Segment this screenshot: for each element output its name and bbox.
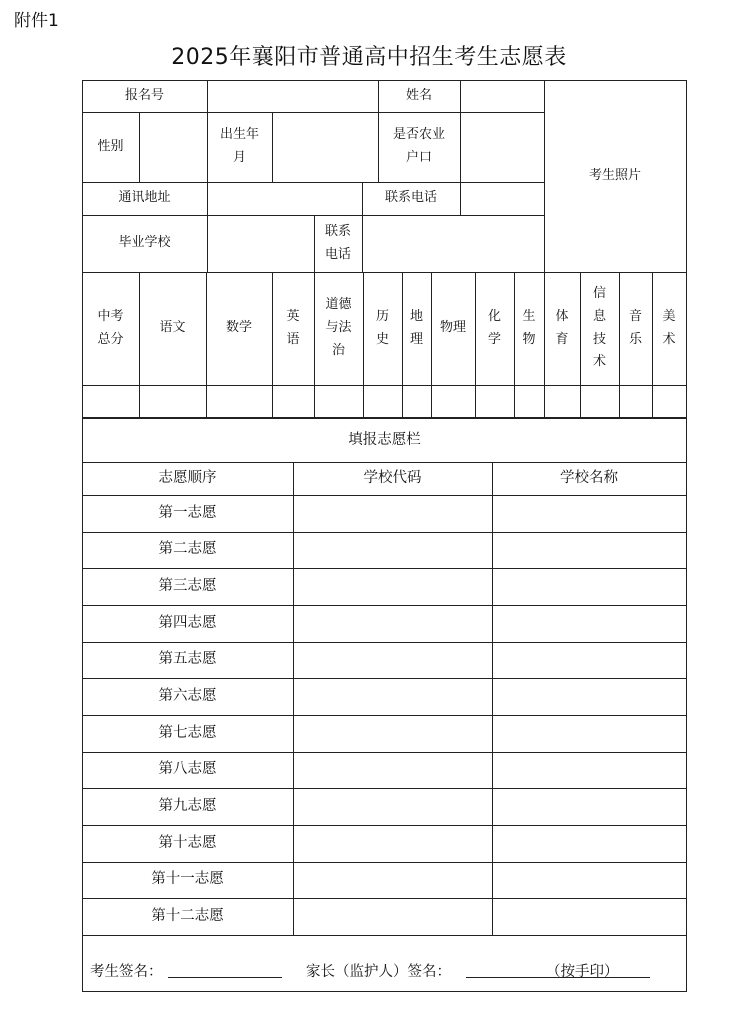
choice-label: 第十一志愿 bbox=[151, 871, 224, 888]
birth-field[interactable] bbox=[273, 112, 378, 182]
subject-header-line: 道德 bbox=[325, 297, 352, 313]
column-school-code: 学校代码 bbox=[363, 469, 422, 486]
phone-field[interactable] bbox=[461, 182, 544, 215]
birth-label bbox=[207, 112, 272, 182]
subject-header bbox=[619, 272, 652, 385]
choice-label: 第七志愿 bbox=[158, 724, 217, 741]
school-name-field[interactable] bbox=[493, 789, 686, 825]
school-name-field[interactable] bbox=[493, 533, 686, 569]
school-label: 毕业学校 bbox=[118, 235, 171, 251]
subject-header-line: 中考 bbox=[97, 308, 124, 324]
subject-score-field[interactable] bbox=[545, 386, 580, 417]
subject-header-line: 信 bbox=[592, 286, 606, 301]
subject-header-line: 史 bbox=[375, 331, 389, 347]
school-code-field[interactable] bbox=[294, 716, 492, 752]
school-name-field[interactable] bbox=[493, 643, 686, 679]
subject-header-line: 术 bbox=[662, 331, 676, 347]
subject-header bbox=[475, 272, 514, 385]
subject-score-field[interactable] bbox=[273, 386, 314, 417]
school-code-field[interactable] bbox=[294, 789, 492, 825]
section-title: 填报志愿栏 bbox=[348, 431, 421, 448]
school-phone-line1: 联系 bbox=[324, 223, 351, 239]
subject-header-line: 总分 bbox=[97, 331, 124, 347]
school-name-field[interactable] bbox=[493, 606, 686, 642]
subject-header-line: 育 bbox=[555, 331, 569, 347]
school-code-field[interactable] bbox=[294, 863, 492, 899]
school-code-field[interactable] bbox=[294, 569, 492, 605]
subject-header bbox=[652, 272, 686, 385]
subject-header-line: 语 bbox=[286, 331, 300, 347]
subject-score-field[interactable] bbox=[581, 386, 619, 417]
school-code-field[interactable] bbox=[294, 753, 492, 789]
subject-header-line: 生 bbox=[522, 308, 536, 324]
school-phone-field[interactable] bbox=[363, 215, 544, 272]
choice-label: 第九志愿 bbox=[158, 797, 217, 814]
subject-header-line: 理 bbox=[409, 331, 423, 347]
parent-signature-label: 家长（监护人）签名： bbox=[306, 964, 451, 980]
choice-label: 第二志愿 bbox=[158, 541, 217, 558]
school-phone-label bbox=[314, 215, 362, 272]
gender-label: 性别 bbox=[97, 138, 124, 154]
birth-label-line2: 月 bbox=[232, 150, 246, 165]
subject-score-field[interactable] bbox=[653, 386, 686, 417]
choice-label: 第十二志愿 bbox=[151, 907, 224, 924]
subject-score-field[interactable] bbox=[476, 386, 514, 417]
rural-hukou-field[interactable] bbox=[461, 112, 544, 182]
subject-header-line: 术 bbox=[592, 354, 606, 370]
choice-label: 第一志愿 bbox=[158, 504, 217, 521]
subject-score-field[interactable] bbox=[364, 386, 402, 417]
subject-header bbox=[82, 272, 139, 385]
subject-score-field[interactable] bbox=[403, 386, 431, 417]
fingerprint-note: （按手印） bbox=[546, 964, 619, 980]
school-code-field[interactable] bbox=[294, 533, 492, 569]
subject-header-line: 息 bbox=[592, 308, 606, 324]
choice-label: 第六志愿 bbox=[158, 687, 217, 704]
subject-header bbox=[431, 272, 475, 385]
rural-label-line2: 户口 bbox=[405, 150, 432, 165]
subject-header-line: 地 bbox=[409, 308, 423, 324]
subject-header bbox=[314, 272, 363, 385]
column-school-name: 学校名称 bbox=[560, 469, 618, 486]
subject-header bbox=[206, 272, 272, 385]
subject-header bbox=[363, 272, 402, 385]
subject-score-field[interactable] bbox=[140, 386, 206, 417]
choice-label: 第三志愿 bbox=[158, 577, 217, 594]
subject-header-line: 英 bbox=[286, 308, 300, 324]
school-code-field[interactable] bbox=[294, 899, 492, 935]
subject-header bbox=[272, 272, 314, 385]
school-code-field[interactable] bbox=[294, 606, 492, 642]
subject-header bbox=[580, 272, 619, 385]
subject-header-line: 历 bbox=[375, 308, 389, 324]
form-title: 2025年襄阳市普通高中招生考生志愿表 bbox=[171, 45, 567, 70]
gender-field[interactable] bbox=[140, 112, 207, 182]
subject-score-field[interactable] bbox=[315, 386, 363, 417]
school-code-field[interactable] bbox=[294, 826, 492, 862]
subject-header-line: 乐 bbox=[628, 331, 642, 347]
choice-label: 第五志愿 bbox=[158, 651, 217, 668]
school-name-field[interactable] bbox=[493, 899, 686, 935]
student-signature-label: 考生签名： bbox=[90, 964, 163, 980]
school-code-field[interactable] bbox=[294, 496, 492, 532]
column-order: 志愿顺序 bbox=[158, 469, 217, 486]
school-code-field[interactable] bbox=[294, 679, 492, 715]
subject-header-line: 物 bbox=[522, 331, 536, 347]
choice-label: 第四志愿 bbox=[158, 614, 217, 631]
name-label: 姓名 bbox=[405, 87, 432, 103]
subject-header-line: 治 bbox=[331, 342, 345, 358]
subject-header bbox=[544, 272, 580, 385]
subject-header-line: 数学 bbox=[225, 320, 252, 336]
reg-no-label: 报名号 bbox=[124, 87, 164, 103]
subject-header-line: 学 bbox=[487, 331, 501, 347]
subject-header bbox=[514, 272, 544, 385]
school-field[interactable] bbox=[208, 215, 314, 272]
address-field[interactable] bbox=[208, 182, 362, 215]
school-name-field[interactable] bbox=[493, 826, 686, 862]
subject-header bbox=[139, 272, 206, 385]
school-name-field[interactable] bbox=[493, 716, 686, 752]
student-signature-line[interactable] bbox=[168, 977, 282, 978]
choice-label: 第八志愿 bbox=[158, 761, 217, 778]
subject-score-field[interactable] bbox=[83, 386, 139, 417]
subject-header-line: 技 bbox=[592, 331, 606, 347]
subject-header-line: 美 bbox=[662, 308, 676, 324]
school-name-field[interactable] bbox=[493, 863, 686, 899]
school-name-field[interactable] bbox=[493, 679, 686, 715]
rural-label-line1: 是否农业 bbox=[392, 127, 445, 143]
photo-box: 考生照片 bbox=[588, 167, 641, 183]
subject-score-field[interactable] bbox=[620, 386, 652, 417]
phone-label: 联系电话 bbox=[384, 190, 437, 206]
subject-header-line: 物理 bbox=[439, 320, 466, 336]
school-name-field[interactable] bbox=[493, 753, 686, 789]
birth-label-line1: 出生年 bbox=[219, 127, 259, 143]
subject-header-line: 语文 bbox=[159, 320, 186, 336]
school-phone-line2: 电话 bbox=[324, 246, 351, 262]
subject-score-field[interactable] bbox=[515, 386, 544, 417]
reg-no-field[interactable] bbox=[208, 80, 378, 112]
subject-score-field[interactable] bbox=[207, 386, 272, 417]
name-field[interactable] bbox=[461, 80, 544, 112]
school-name-field[interactable] bbox=[493, 496, 686, 532]
school-name-field[interactable] bbox=[493, 569, 686, 605]
subject-header-line: 音 bbox=[628, 308, 642, 324]
subject-header-line: 化 bbox=[487, 308, 501, 324]
rural-hukou-label bbox=[378, 112, 460, 182]
subject-header-line: 体 bbox=[555, 308, 569, 324]
subject-score-field[interactable] bbox=[432, 386, 475, 417]
school-code-field[interactable] bbox=[294, 643, 492, 679]
subject-header-line: 与法 bbox=[325, 320, 352, 336]
attachment-label: 附件1 bbox=[14, 11, 59, 31]
choice-label: 第十志愿 bbox=[158, 834, 217, 851]
address-label: 通讯地址 bbox=[118, 190, 171, 206]
subject-header bbox=[402, 272, 431, 385]
